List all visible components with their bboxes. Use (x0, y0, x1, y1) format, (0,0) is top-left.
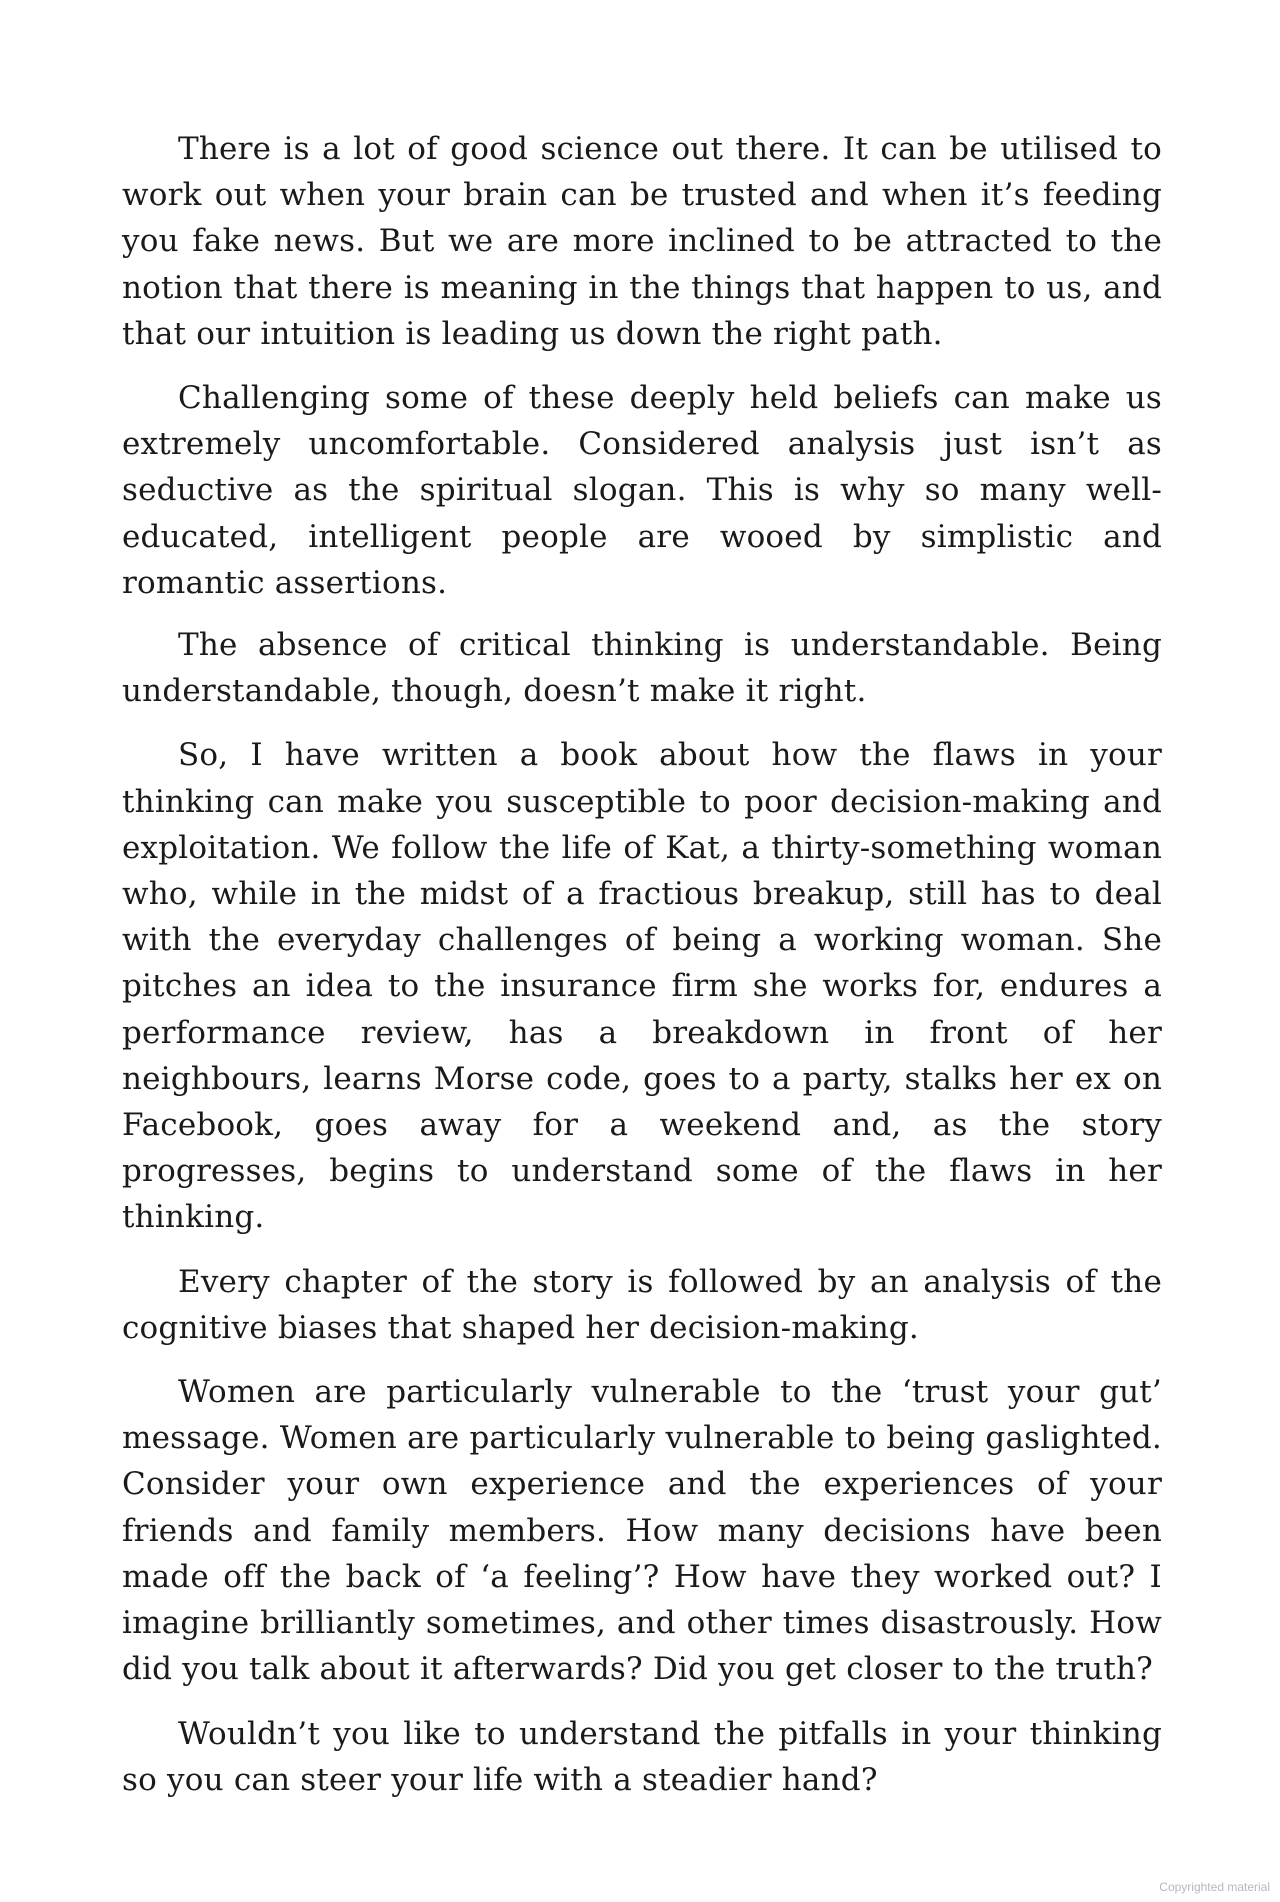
paragraph: Women are particularly vulnerable to the ‘trust your gut’ message. Women are particularly vulnerable to being gaslighted. Consider your own experience and the experiences of your friends and family members. How many decisions have been made off the back of ‘a feeling’? How have they worked out? I imagine brilliantly sometimes, and other times disastrously. How did you talk about it afterwards? Did you get closer to the truth? (122, 1374, 1162, 1688)
paragraph: Wouldn’t you like to understand the pitfalls in your thinking so you can steer your life with a steadier hand? (122, 1715, 1162, 1798)
paragraph: The absence of critical thinking is understandable. Being understandable, though, doesn’t make it right. (122, 627, 1162, 710)
paragraph: So, I have written a book about how the flaws in your thinking can make you susceptible to poor decision-making and exploitation. We follow the life of Kat, a thirty-something woman who, while in the midst of a fractious breakup, still has to deal with the everyday challenges of being a working woman. She pitches an idea to the insurance firm she works for, endures a performance review, has a breakdown in front of her neighbours, learns Morse code, goes to a party, stalks her ex on Facebook, goes away for a weekend and, as the story progresses, begins to understand some of the flaws in her thinking. (122, 737, 1162, 1236)
paragraph: Every chapter of the story is followed by an analysis of the cognitive biases that shaped her decision-making. (122, 1263, 1162, 1346)
paragraph: Challenging some of these deeply held beliefs can make us extremely uncomfortable. Considered analysis just isn’t as seductive as the spiritual slogan. This is why so many well-educated, intelligent people are wooed by simplistic and romantic assertions. (122, 380, 1162, 601)
page-body (122, 126, 1162, 1821)
paragraph: There is a lot of good science out there. It can be utilised to work out when your brain can be trusted and when it’s feeding you fake news. But we are more inclined to be attracted to the notion that there is meaning in the things that happen to us, and that our intuition is leading us down the right path. (122, 131, 1162, 352)
copyright-watermark: Copyrighted material (1159, 1880, 1270, 1894)
